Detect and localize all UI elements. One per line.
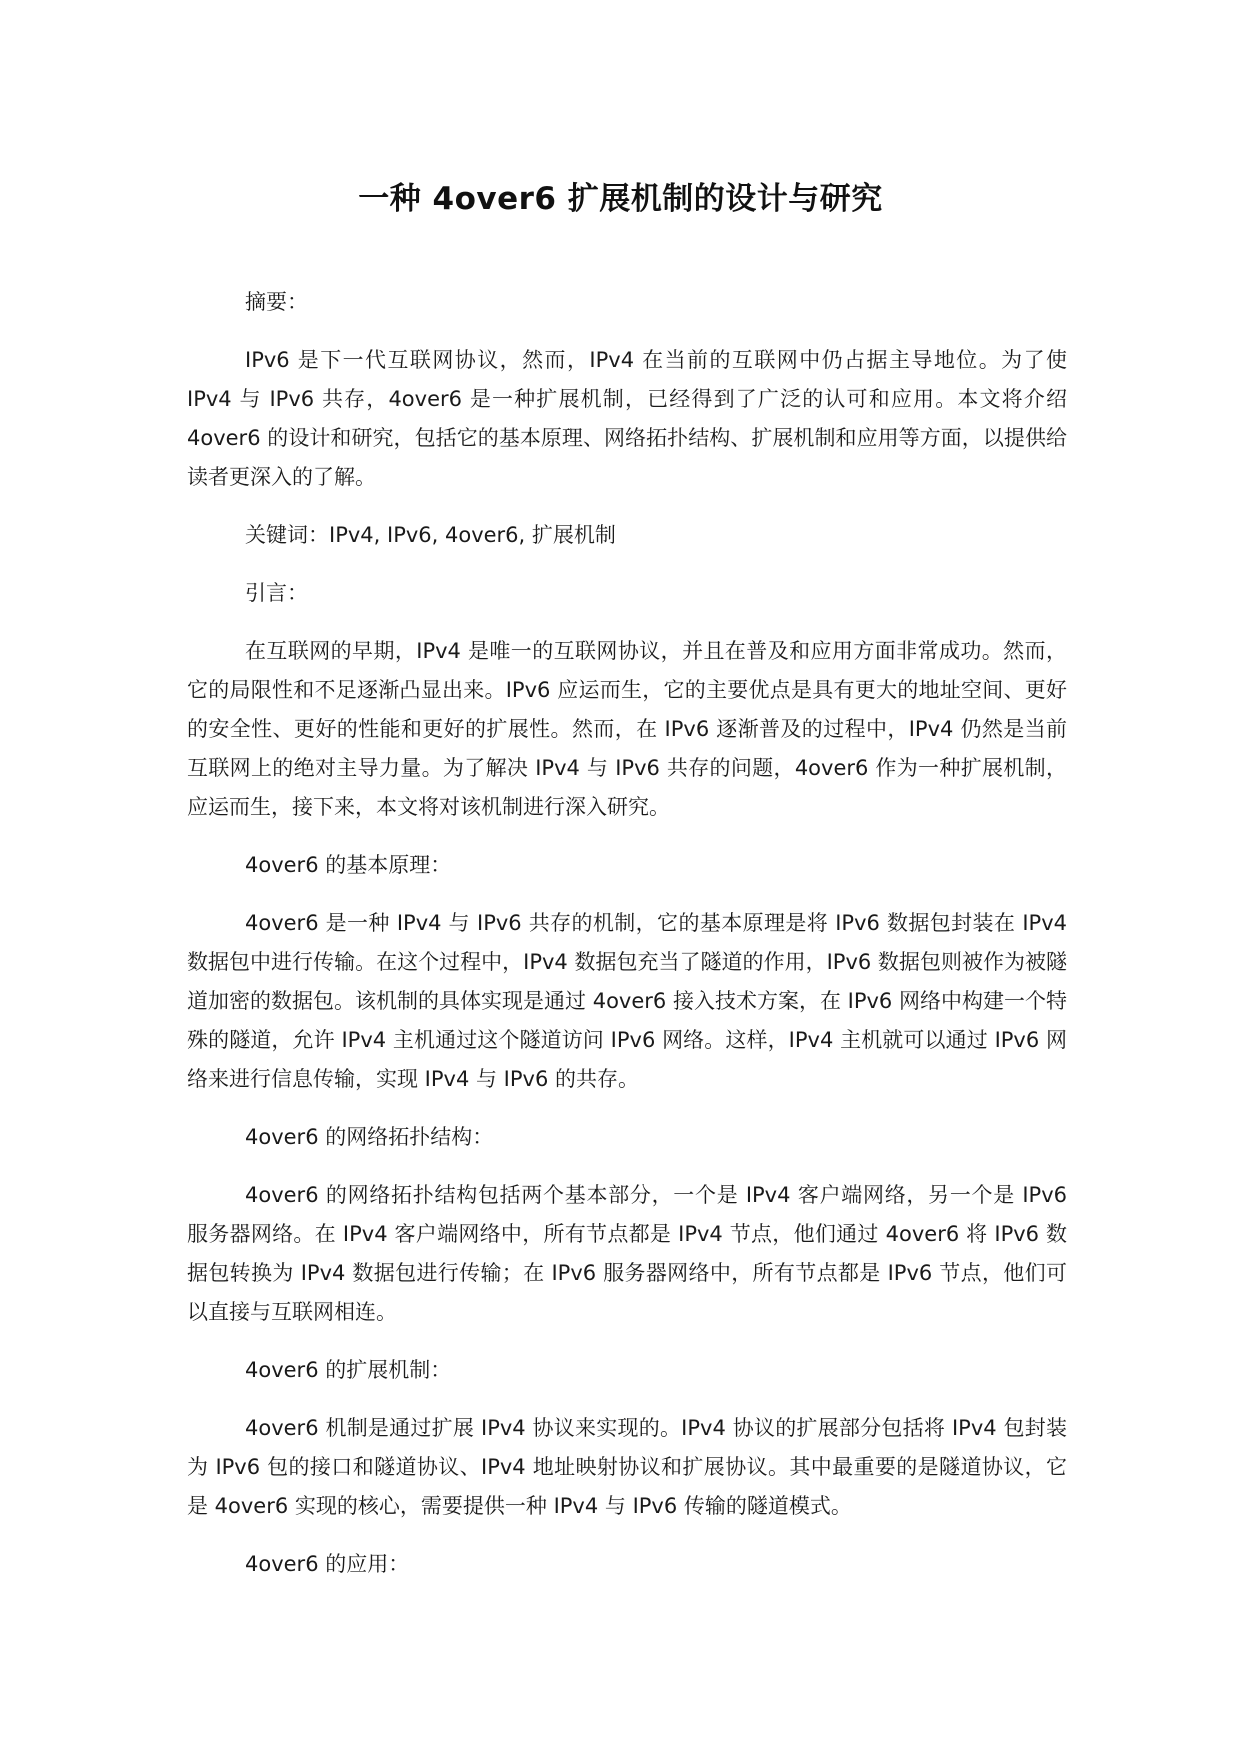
intro-label: 引言： (245, 581, 308, 605)
extension-heading: 4over6 的扩展机制： (245, 1358, 452, 1382)
extension-paragraph: 4over6 机制是通过扩展 IPv4 协议来实现的。IPv4 协议的扩展部分包括将 IPv4 包封装为 IPv6 包的接口和隧道协议、IPv4 地址映射协议和扩展协议。其中最重要的是隧道协议，它是 4over6 实现的核心，需要提供一种 IPv4 与 IPv6 传输的隧道模式。 (187, 1416, 1067, 1518)
abstract-label: 摘要： (245, 290, 308, 314)
application-heading: 4over6 的应用： (245, 1552, 410, 1576)
principle-paragraph: 4over6 是一种 IPv4 与 IPv6 共存的机制，它的基本原理是将 IPv6 数据包封装在 IPv4 数据包中进行传输。在这个过程中，IPv4 数据包充当了隧道的作用，IPv6 数据包则被作为被隧道加密的数据包。该机制的具体实现是通过 4over6 接入技术方案，在 IPv6 网络中构建一个特殊的隧道，允许 IPv4 主机通过这个隧道访问 IPv6 网络。这样，IPv4 主机就可以通过 IPv6 网络来进行信息传输，实现 IPv4 与 IPv6 的共存。 (187, 911, 1067, 1091)
topology-paragraph: 4over6 的网络拓扑结构包括两个基本部分，一个是 IPv4 客户端网络，另一个是 IPv6 服务器网络。在 IPv4 客户端网络中，所有节点都是 IPv4 节点，他们通过 4over6 将 IPv6 数据包转换为 IPv4 数据包进行传输；在 IPv6 服务器网络中，所有节点都是 IPv6 节点，他们可以直接与互联网相连。 (187, 1183, 1067, 1324)
intro-paragraph: 在互联网的早期，IPv4 是唯一的互联网协议，并且在普及和应用方面非常成功。然而，它的局限性和不足逐渐凸显出来。IPv6 应运而生，它的主要优点是具有更大的地址空间、更好的安全性、更好的性能和更好的扩展性。然而，在 IPv6 逐渐普及的过程中，IPv4 仍然是当前互联网上的绝对主导力量。为了解决 IPv4 与 IPv6 共存的问题，4over6 作为一种扩展机制，应运而生，接下来，本文将对该机制进行深入研究。 (187, 639, 1067, 819)
document-title: 一种 4over6 扩展机制的设计与研究 (358, 181, 883, 217)
keywords-line: 关键词：IPv4, IPv6, 4over6, 扩展机制 (245, 523, 616, 547)
principle-heading: 4over6 的基本原理： (245, 853, 452, 877)
document-body (187, 283, 1067, 1603)
topology-heading: 4over6 的网络拓扑结构： (245, 1125, 494, 1149)
abstract-paragraph: IPv6 是下一代互联网协议，然而，IPv4 在当前的互联网中仍占据主导地位。为了使 IPv4 与 IPv6 共存，4over6 是一种扩展机制，已经得到了广泛的认可和应用。本文将介绍 4over6 的设计和研究，包括它的基本原理、网络拓扑结构、扩展机制和应用等方面，以提供给读者更深入的了解。 (187, 348, 1067, 489)
